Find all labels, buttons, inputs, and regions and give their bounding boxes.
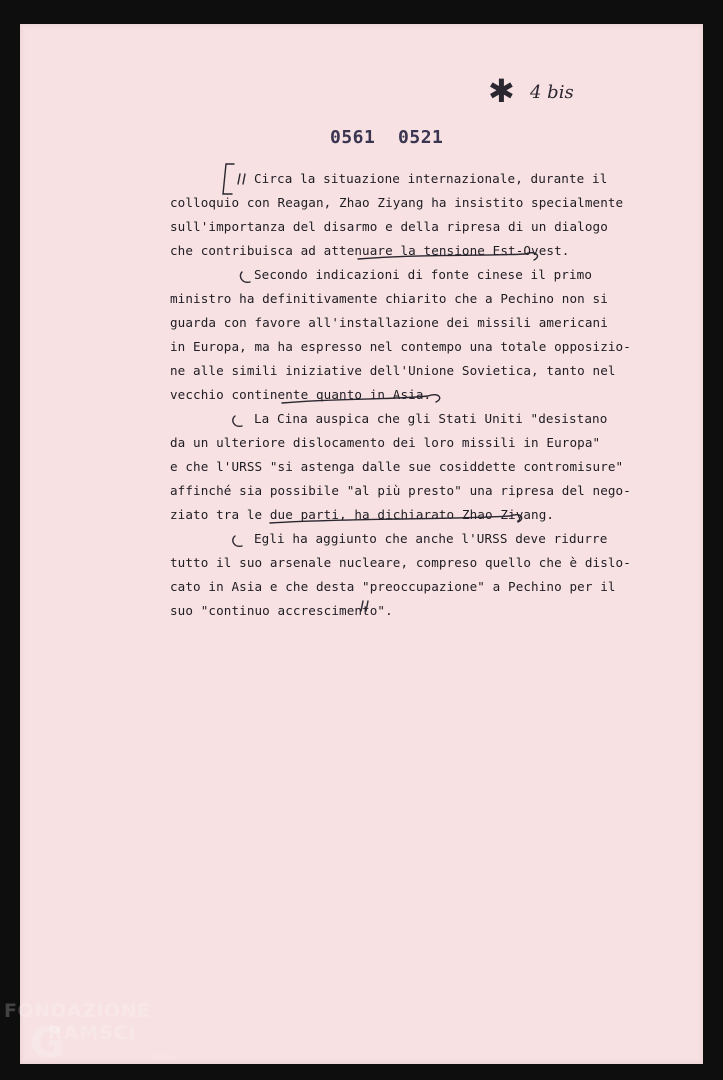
watermark-line-1: FONDAZIONE <box>4 1000 151 1022</box>
asterisk-annotation: ✱ <box>488 72 515 110</box>
document-number-stamp: 0561 0521 <box>330 127 444 148</box>
text-line: colloquio con Reagan, Zhao Ziyang ha insistito specialmente <box>170 195 624 210</box>
text-line: suo "continuo accrescimento". <box>170 603 393 618</box>
document-page <box>20 24 703 1064</box>
watermark-suffix: onlus <box>149 1052 174 1062</box>
text-line: ziato tra le due parti, ha dichiarato Zhao Ziyang. <box>170 507 555 522</box>
watermark-line-2: RAMSCI <box>48 1022 137 1044</box>
text-line: sull'importanza del disarmo e della ripresa di un dialogo <box>170 219 608 234</box>
paragraph-break-mark-1 <box>240 253 537 283</box>
text-line: ne alle simili iniziative dell'Unione Sovietica, tanto nel <box>170 363 616 378</box>
text-line: Secondo indicazioni di fonte cinese il primo <box>254 267 593 282</box>
text-line: Circa la situazione internazionale, durante il <box>254 171 608 186</box>
text-line: affinché sia possibile "al più presto" una ripresa del nego- <box>170 483 631 498</box>
opening-bracket-mark <box>223 164 234 194</box>
watermark-initial: G <box>30 1018 65 1067</box>
fondazione-gramsci-watermark <box>4 1000 179 1076</box>
text-line: che contribuisca ad attenuare la tensione Est-Ovest. <box>170 243 570 258</box>
text-line: Egli ha aggiunto che anche l'URSS deve ridurre <box>254 531 608 546</box>
text-line: in Europa, ma ha espresso nel contempo una totale opposizio- <box>170 339 631 354</box>
paragraph-break-mark-3 <box>233 515 522 547</box>
text-line: cato in Asia e che desta "preoccupazione" a Pechino per il <box>170 579 616 594</box>
page-number-annotation: 4 bis <box>530 82 574 103</box>
text-line: ministro ha definitivamente chiarito che a Pechino non si <box>170 291 608 306</box>
text-line: e che l'URSS "si astenga dalle sue cosiddette contromisure" <box>170 459 624 474</box>
text-line: La Cina auspica che gli Stati Uniti "desistano <box>254 411 608 426</box>
text-line: tutto il suo arsenale nucleare, compreso quello che è dislo- <box>170 555 631 570</box>
closing-quote-mark <box>361 601 368 611</box>
opening-quote-mark <box>238 174 245 184</box>
paragraph-break-mark-2 <box>233 395 440 427</box>
text-line: guarda con favore all'installazione dei missili americani <box>170 315 608 330</box>
text-line: da un ulteriore dislocamento dei loro missili in Europa" <box>170 435 601 450</box>
text-line: vecchio continente quanto in Asia. <box>170 387 432 402</box>
editorial-pen-marks <box>20 24 703 1064</box>
